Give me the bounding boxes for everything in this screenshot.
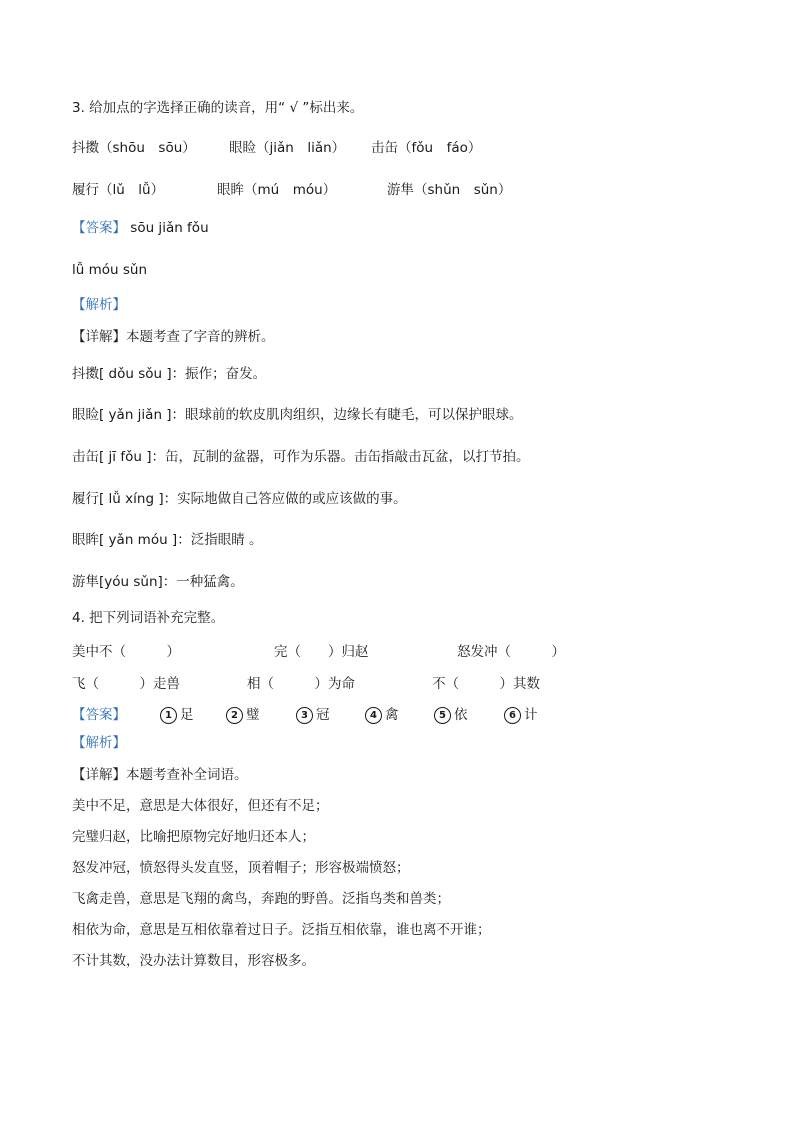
answer-char: 计	[524, 707, 538, 723]
q4-analysis-label: 【解析】	[72, 735, 126, 751]
q3-explanation: 击缶[ jī fǒu ]：缶，瓦制的盆器，可作为乐器。击缶指敲击瓦盆，以打节拍。	[72, 449, 530, 465]
answer-char: 足	[180, 707, 194, 723]
q3-explanation: 履行[ lǚ xíng ]：实际地做自己答应做的或应该做的事。	[72, 491, 407, 507]
q4-detail: 【详解】本题考查补全词语。	[72, 767, 248, 783]
answer-char: 璧	[246, 707, 260, 723]
answer-char: 禽	[385, 707, 399, 723]
q4-title: 4. 把下列词语补充完整。	[72, 610, 225, 626]
q3-analysis-label: 【解析】	[72, 297, 126, 313]
q4-answer-label: 【答案】	[72, 707, 126, 723]
q3-answer	[72, 219, 209, 237]
q4-blank-4: 飞（ ）走兽	[72, 676, 180, 692]
q3-answer-line2: lǚ móu sǔn	[72, 262, 148, 278]
circled-number: 5	[434, 707, 451, 724]
q3-option-2: 眼睑（jiǎn liǎn）	[229, 140, 346, 156]
q4-explanation: 不计其数，没办法计算数目，形容极多。	[72, 953, 315, 969]
q4-blank-6: 不（ ）其数	[432, 676, 540, 692]
answer-label: 【答案】	[72, 220, 126, 236]
q3-option-3: 击缶（fǒu fáo）	[371, 140, 482, 156]
q4-blank-5: 相（ ）为命	[247, 676, 355, 692]
q3-option-5: 眼眸（mú móu）	[217, 182, 337, 198]
q4-explanation: 完璧归赵，比喻把原物完好地归还本人；	[72, 829, 315, 845]
q4-answer-item	[296, 703, 330, 724]
q3-option-1: 抖擞（shōu sōu）	[72, 140, 196, 156]
circled-number: 4	[365, 707, 382, 724]
q4-answer-item	[434, 703, 468, 724]
q3-title: 3. 给加点的字选择正确的读音，用“ √ ”标出来。	[72, 100, 364, 116]
q4-explanation: 美中不足，意思是大体很好，但还有不足；	[72, 798, 329, 814]
circled-number: 1	[160, 707, 177, 724]
q4-explanation: 怒发冲冠，愤怒得头发直竖，顶着帽子；形容极端愤怒；	[72, 860, 410, 876]
q4-blank-2: 完（ ）归赵	[274, 644, 369, 660]
q3-detail: 【详解】本题考查了字音的辨析。	[72, 329, 275, 345]
q4-answer-item	[226, 703, 260, 724]
answer-char: 冠	[316, 707, 330, 723]
q4-blank-3: 怒发冲（ ）	[457, 644, 565, 660]
q3-option-4: 履行（lǔ lǚ）	[72, 182, 165, 198]
q3-explanation: 眼睑[ yǎn jiǎn ]：眼球前的软皮肌肉组织，边缘长有睫毛，可以保护眼球。	[72, 407, 523, 423]
circled-number: 3	[296, 707, 313, 724]
q4-blank-1: 美中不（ ）	[72, 644, 180, 660]
q3-explanation: 眼眸[ yǎn móu ]：泛指眼睛 。	[72, 532, 263, 548]
answer-char: 依	[454, 707, 468, 723]
q3-option-6: 游隼（shǔn sǔn）	[387, 182, 512, 198]
q4-answer-item	[504, 703, 538, 724]
q4-explanation: 相依为命，意思是互相依靠着过日子。泛指互相依靠，谁也离不开谁；	[72, 922, 491, 938]
q3-explanation: 抖擞[ dǒu sǒu ]：振作；奋发。	[72, 366, 267, 382]
q4-explanation: 飞禽走兽，意思是飞翔的禽鸟，奔跑的野兽。泛指鸟类和兽类；	[72, 891, 450, 907]
q4-answer-item	[365, 703, 399, 724]
answer-text: sōu jiǎn fǒu	[130, 220, 209, 236]
circled-number: 6	[504, 707, 521, 724]
q3-explanation: 游隼[yóu sǔn]：一种猛禽。	[72, 574, 244, 590]
q4-answer-item	[160, 703, 194, 724]
circled-number: 2	[226, 707, 243, 724]
